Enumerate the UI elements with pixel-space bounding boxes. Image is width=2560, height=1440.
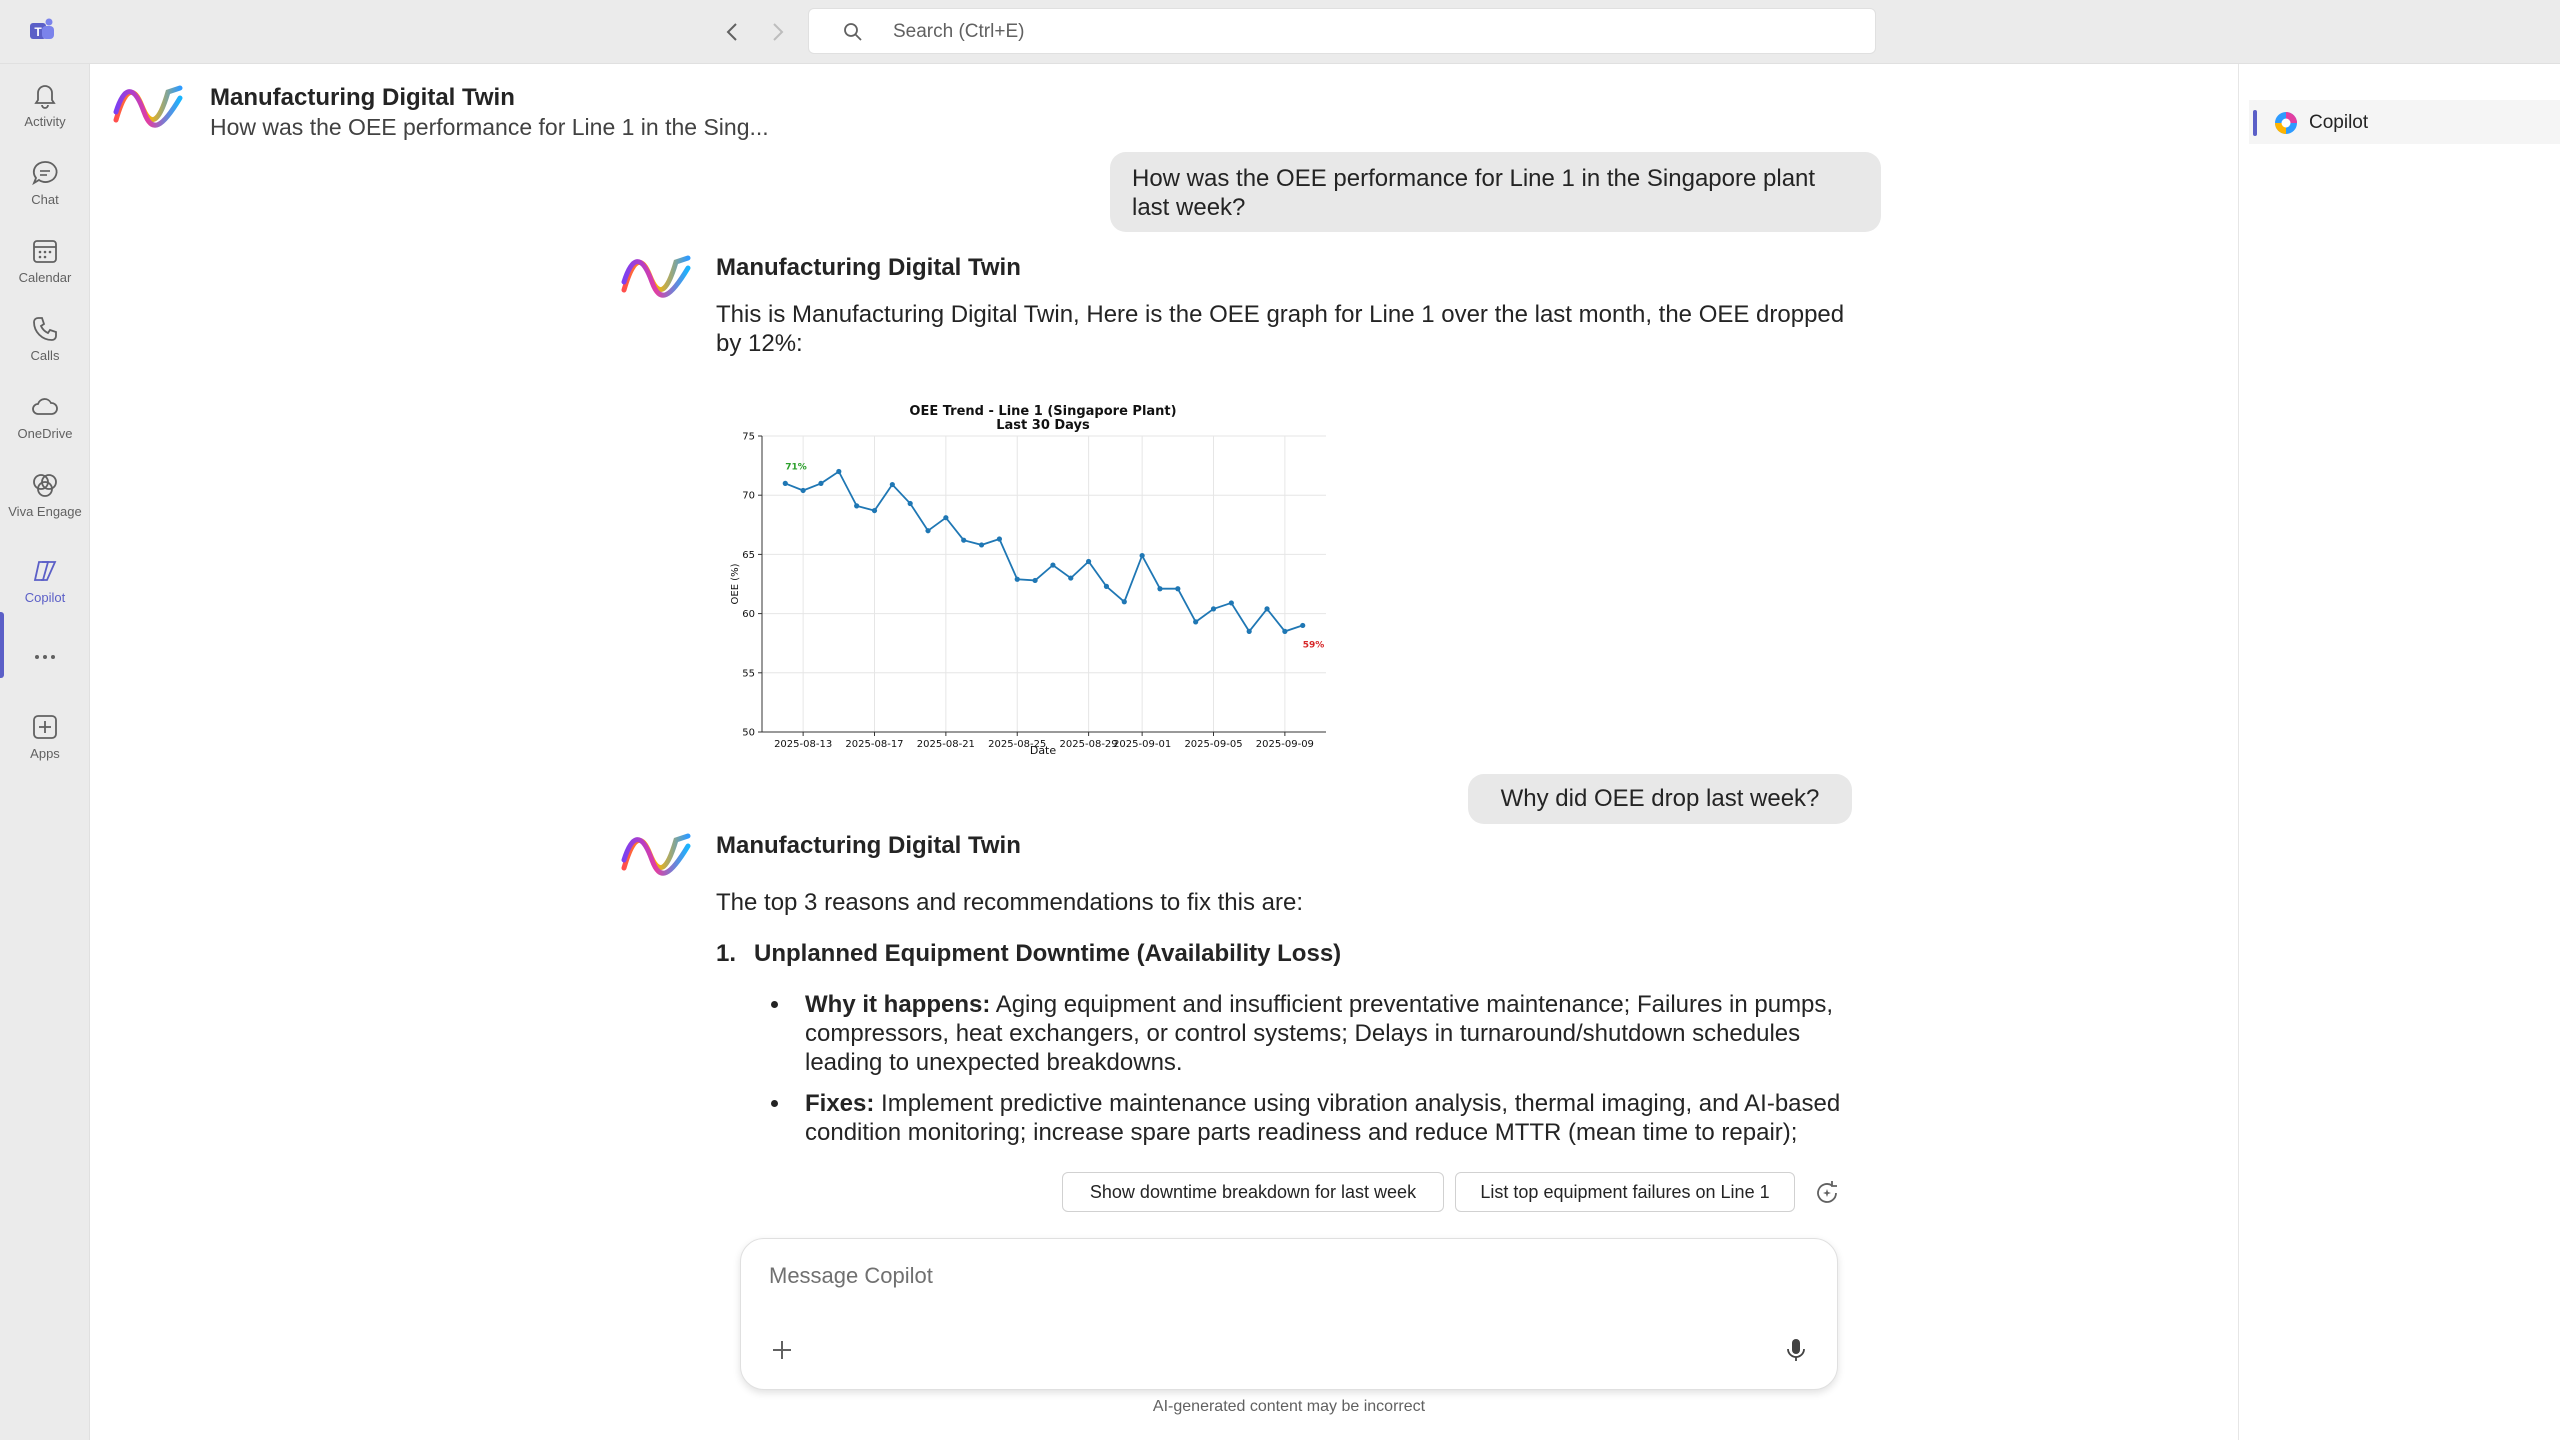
- data-point: [997, 536, 1002, 541]
- rail-item-chat[interactable]: [0, 152, 90, 224]
- data-label: 59%: [1302, 640, 1325, 651]
- rail-item-calls[interactable]: [0, 308, 90, 380]
- rail-item-onedrive[interactable]: [0, 386, 90, 458]
- bot-logo-icon: [112, 84, 184, 128]
- chart-subtitle: Last 30 Days: [996, 418, 1090, 433]
- suggestion-chip[interactable]: Show downtime breakdown for last week: [1062, 1172, 1444, 1212]
- cloud-icon: [30, 392, 60, 422]
- data-point: [1247, 629, 1252, 634]
- composer-placeholder: Message Copilot: [769, 1263, 933, 1288]
- chart-title: OEE Trend - Line 1 (Singapore Plant): [909, 404, 1177, 419]
- y-tick-label: 55: [742, 668, 755, 680]
- bell-icon: [30, 80, 60, 110]
- viva-engage-icon: [30, 470, 60, 500]
- copilot-logo-icon: [2273, 110, 2299, 136]
- add-icon[interactable]: [767, 1335, 797, 1365]
- suggestion-chip[interactable]: List top equipment failures on Line 1: [1455, 1172, 1795, 1212]
- rail-item-calendar[interactable]: [0, 230, 90, 302]
- bullet-dot: [771, 1001, 778, 1008]
- calendar-icon: [30, 236, 60, 266]
- y-tick-label: 65: [742, 549, 755, 561]
- page-subtitle: How was the OEE performance for Line 1 in the Sing...: [210, 114, 769, 140]
- title-bar: [0, 0, 2560, 64]
- bullet-dot: [771, 1100, 778, 1107]
- copilot-icon: [30, 556, 60, 586]
- why-bullet: [805, 990, 1845, 1077]
- rail-label: Viva Engage: [8, 504, 82, 519]
- ai-disclaimer: AI-generated content may be incorrect: [1152, 1398, 1426, 1415]
- data-point: [1032, 578, 1037, 583]
- data-point: [1015, 577, 1020, 582]
- data-point: [872, 508, 877, 513]
- rail-label: Activity: [24, 114, 66, 129]
- bot-name: Manufacturing Digital Twin: [716, 254, 1021, 281]
- data-point: [1122, 599, 1127, 604]
- x-tick-label: 2025-08-13: [774, 739, 833, 750]
- data-point: [1140, 553, 1145, 558]
- right-pane: [2238, 64, 2560, 1440]
- bot-name: Manufacturing Digital Twin: [716, 832, 1021, 859]
- bot-message-text: This is Manufacturing Digital Twin, Here is the OEE graph for Line 1 over the last month, the OEE dropped by 12%:: [716, 301, 1845, 357]
- tab-copilot[interactable]: [2249, 100, 2560, 144]
- refresh-suggestions-icon[interactable]: [1812, 1178, 1842, 1208]
- data-point: [1193, 619, 1198, 624]
- data-label: 71%: [785, 462, 807, 473]
- svg-text:T: T: [34, 25, 42, 39]
- x-tick-label: 2025-08-29: [1059, 739, 1118, 750]
- data-point: [925, 528, 930, 533]
- rail-label: Calls: [30, 348, 60, 363]
- app-rail: [0, 64, 90, 1440]
- rail-item-activity[interactable]: [0, 74, 90, 146]
- chat-icon: [30, 158, 60, 188]
- data-point: [854, 503, 859, 508]
- data-point: [1264, 606, 1269, 611]
- x-tick-label: 2025-09-09: [1255, 739, 1314, 750]
- data-point: [961, 538, 966, 543]
- search-placeholder: Search (Ctrl+E): [893, 21, 1025, 42]
- x-tick-label: 2025-08-21: [916, 739, 975, 750]
- data-point: [783, 481, 788, 486]
- y-tick-label: 50: [742, 727, 755, 739]
- fix-text: Implement predictive maintenance using vibration analysis, thermal imaging, and AI-based condition monitoring; increase spare parts readiness and reduce MTTR (mean time to repair);: [805, 1090, 1841, 1146]
- why-label: Why it happens:: [805, 991, 991, 1018]
- data-point: [943, 515, 948, 520]
- chart-series: [783, 469, 1306, 634]
- user-message: How was the OEE performance for Line 1 in the Singapore plant last week?: [1110, 152, 1881, 232]
- y-axis-label: OEE (%): [730, 563, 741, 605]
- rail-label: Apps: [30, 746, 60, 761]
- x-tick-label: 2025-09-01: [1113, 739, 1172, 750]
- microphone-icon[interactable]: [1781, 1335, 1811, 1365]
- rail-label: Copilot: [24, 590, 66, 605]
- tab-label: Copilot: [2309, 112, 2369, 133]
- message-composer[interactable]: [740, 1238, 1838, 1390]
- search-icon: [843, 22, 863, 42]
- x-tick-label: 2025-08-25: [988, 739, 1047, 750]
- x-tick-label: 2025-08-17: [845, 739, 904, 750]
- rail-item-more[interactable]: [0, 636, 90, 708]
- data-point: [1050, 562, 1055, 567]
- fix-label: Fixes:: [805, 1090, 875, 1117]
- data-point: [1157, 586, 1162, 591]
- data-point: [1211, 606, 1216, 611]
- rail-item-copilot[interactable]: [0, 550, 90, 622]
- data-point: [801, 488, 806, 493]
- data-point: [836, 469, 841, 474]
- data-point: [1282, 629, 1287, 634]
- rail-label: Chat: [31, 192, 59, 207]
- y-tick-labels: [742, 432, 755, 739]
- more-icon: [30, 642, 60, 672]
- teams-logo-icon[interactable]: [28, 17, 58, 45]
- data-point: [1104, 584, 1109, 589]
- data-point: [979, 542, 984, 547]
- x-axis-label: Date: [1029, 744, 1057, 757]
- rail-item-apps[interactable]: [0, 706, 90, 778]
- bot-avatar-icon: [620, 832, 692, 876]
- rail-label: Calendar: [18, 270, 72, 285]
- why-text: Aging equipment and insufficient preventative maintenance; Failures in pumps, compressors, heat exchangers, or control systems; Delays in turnaround/shutdown schedules leading to unexpected breakdowns.: [805, 991, 1834, 1076]
- data-point: [1068, 575, 1073, 580]
- rail-label: OneDrive: [17, 426, 73, 441]
- user-message: Why did OEE drop last week?: [1468, 774, 1852, 824]
- y-tick-label: 60: [742, 609, 755, 621]
- fix-bullet: [805, 1089, 1845, 1147]
- data-point: [1175, 586, 1180, 591]
- data-point: [1086, 559, 1091, 564]
- data-point: [818, 481, 823, 486]
- data-point: [890, 482, 895, 487]
- reason-title: Unplanned Equipment Downtime (Availability Loss): [754, 940, 1342, 967]
- rail-item-viva-engage[interactable]: [0, 464, 90, 536]
- y-tick-label: 70: [742, 490, 755, 502]
- data-point: [1300, 623, 1305, 628]
- data-point: [1229, 600, 1234, 605]
- x-tick-label: 2025-09-05: [1184, 739, 1243, 750]
- y-tick-label: 75: [742, 431, 755, 443]
- bot-intro-text: The top 3 reasons and recommendations to fix this are:: [716, 889, 1303, 916]
- oee-trend-chart: [716, 398, 1332, 762]
- chart-grid: [762, 436, 1326, 732]
- reason-number: 1.: [716, 940, 737, 967]
- active-tab-indicator: [2253, 110, 2257, 136]
- page-title: Manufacturing Digital Twin: [210, 84, 515, 111]
- back-arrow-icon[interactable]: [716, 16, 748, 48]
- phone-icon: [30, 314, 60, 344]
- data-point: [908, 501, 913, 506]
- search-input[interactable]: [808, 8, 1876, 54]
- apps-icon: [30, 712, 60, 742]
- bot-avatar-icon: [620, 254, 692, 298]
- forward-arrow-icon[interactable]: [762, 16, 794, 48]
